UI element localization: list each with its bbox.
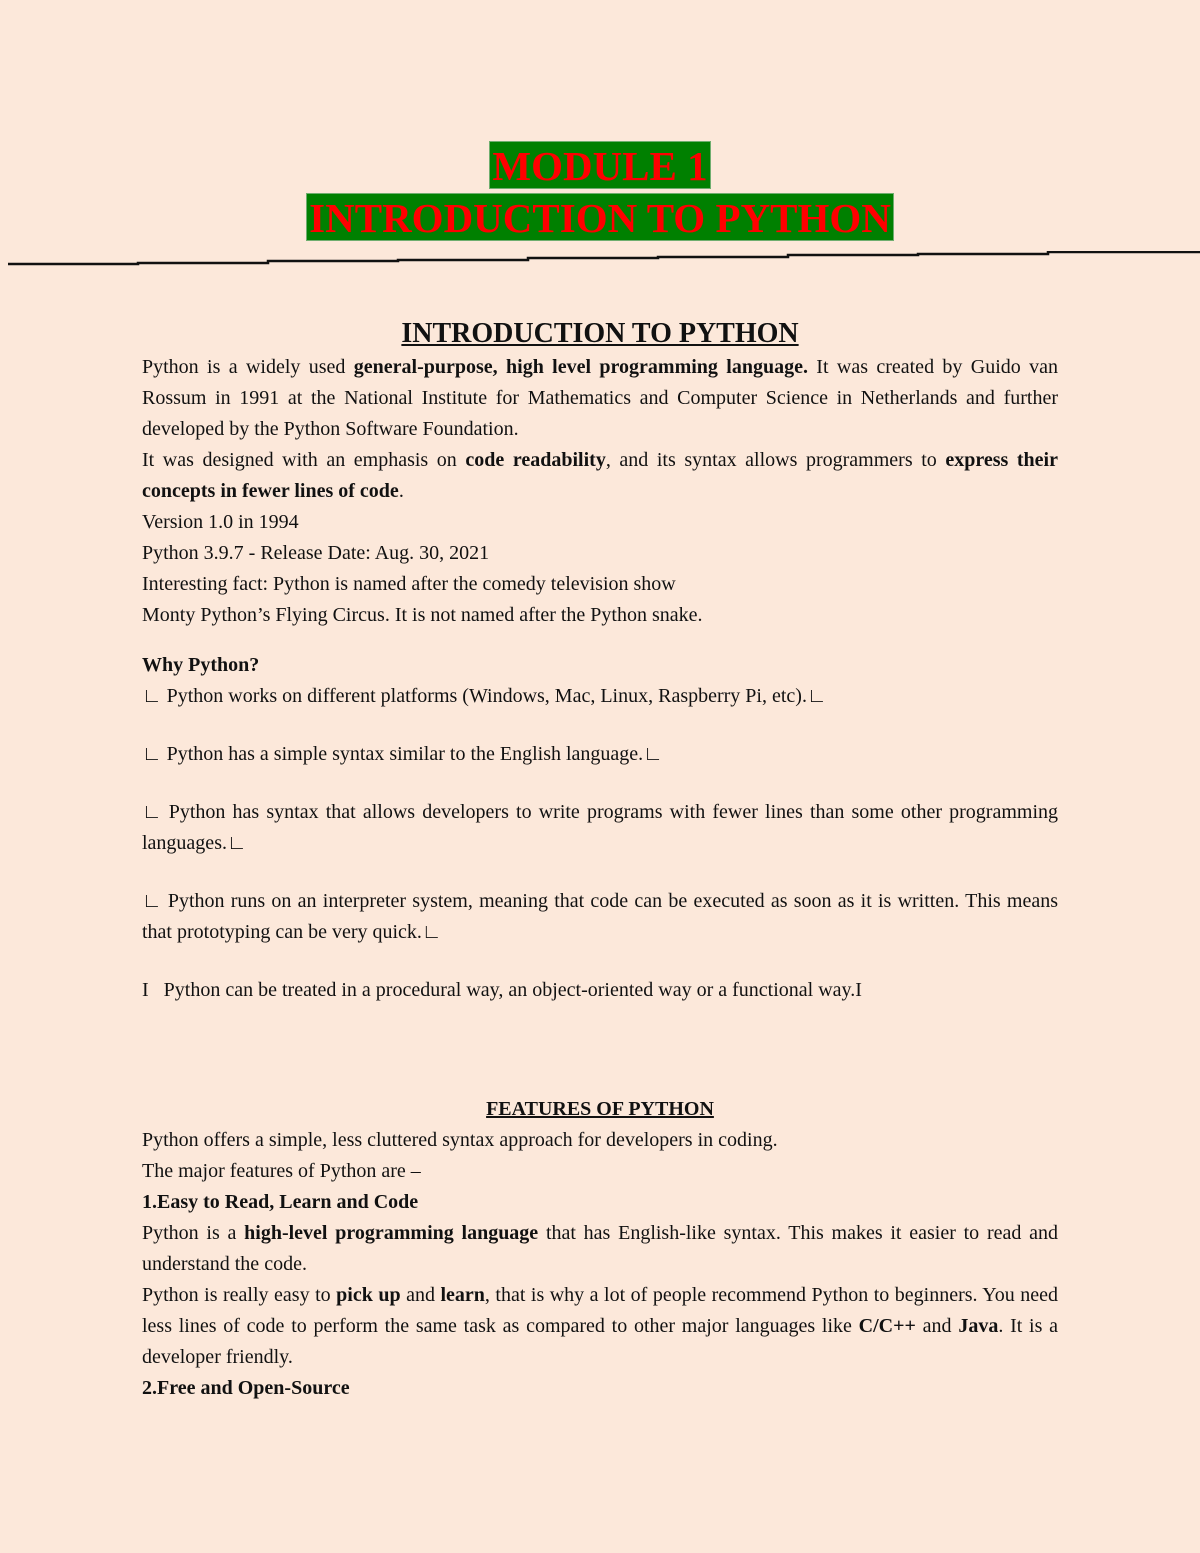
bold-text: express their concepts in fewer lines of code	[142, 449, 1058, 502]
text: Python is really easy to	[142, 1284, 337, 1306]
paragraph	[142, 538, 1058, 569]
text: that has English-like syntax. This makes it easier to read and understand the code.	[142, 1222, 1058, 1275]
list-item: ∟ Python has syntax that allows developers to write programs with fewer lines than some other programming languages.∟	[142, 801, 1063, 854]
why-python-list	[142, 681, 1063, 1006]
paragraph	[142, 569, 1058, 600]
paragraph	[142, 507, 1058, 538]
text: Version 1.0 in 1994	[142, 511, 299, 533]
text: Python is a widely used	[142, 356, 354, 378]
paragraph	[142, 352, 1058, 445]
text: Python 3.9.7 - Release Date: Aug. 30, 2021	[142, 542, 490, 564]
paragraph	[142, 1156, 1058, 1187]
bold-text: general-purpose, high level programming language.	[353, 356, 808, 378]
text: Python is a	[142, 1222, 245, 1244]
features-paragraphs	[142, 1125, 1058, 1404]
list-item: I Python can be treated in a procedural way, an object-oriented way or a functional way.I	[142, 979, 862, 1001]
text: It was created by Guido van Rossum in 1991 at the National Institute for Mathematics and Computer Science in Netherlands and further developed by the Python Software Foundation.	[142, 356, 1059, 440]
text: , that is why a lot of people recommend Python to beginners. You need less lines of code to perform the same task as compared to other major languages like	[142, 1284, 1058, 1337]
list-item: ∟ Python has a simple syntax similar to the English language.∟	[142, 743, 663, 765]
text: Monty Python’s Flying Circus. It is not named after the Python snake.	[142, 604, 703, 626]
list-item: ∟ Python works on different platforms (Windows, Mac, Linux, Raspberry Pi, etc).∟	[142, 685, 827, 707]
intro-paragraphs	[142, 352, 1058, 631]
section-heading: FEATURES OF PYTHON	[486, 1098, 714, 1120]
module-banner	[0, 141, 1200, 189]
bold-text: pick up	[336, 1284, 401, 1306]
bold-text: C/C++	[858, 1315, 916, 1337]
text: , and its syntax allows programmers to	[605, 449, 946, 471]
title-banner	[0, 193, 1200, 241]
section-heading: INTRODUCTION TO PYTHON	[401, 318, 799, 349]
section-features	[142, 1094, 1058, 1404]
text: Python offers a simple, less cluttered syntax approach for developers in coding.	[142, 1129, 778, 1151]
paragraph	[142, 1187, 1058, 1218]
paragraph	[142, 600, 1058, 631]
bold-text: Java	[958, 1315, 999, 1337]
paragraph	[142, 1218, 1058, 1280]
section-introduction	[142, 316, 1063, 1033]
list-item: ∟ Python runs on an interpreter system, meaning that code can be executed as soon as it is written. This means that prototyping can be very quick.∟	[142, 890, 1063, 943]
module-title: INTRODUCTION TO PYTHON	[306, 193, 894, 241]
why-python-heading: Why Python?	[142, 654, 260, 676]
text: and	[915, 1315, 959, 1337]
paragraph	[142, 1125, 1058, 1156]
text: .	[398, 480, 404, 502]
bold-text: learn	[440, 1284, 485, 1306]
bold-text: code readability	[465, 449, 606, 471]
bold-text: 2.Free and Open-Source	[142, 1377, 350, 1399]
text: Interesting fact: Python is named after the comedy television show	[142, 573, 676, 595]
text: . It is a developer friendly.	[142, 1315, 1058, 1368]
paragraph	[142, 445, 1058, 507]
text: It was designed with an emphasis on	[142, 449, 466, 471]
text: and	[400, 1284, 441, 1306]
paragraph	[142, 1373, 1058, 1404]
module-label: MODULE 1	[489, 141, 710, 189]
horizontal-rule	[8, 251, 1200, 267]
paragraph	[142, 1280, 1058, 1373]
bold-text: 1.Easy to Read, Learn and Code	[142, 1191, 419, 1213]
bold-text: high-level programming language	[244, 1222, 539, 1244]
text: The major features of Python are –	[142, 1160, 421, 1182]
